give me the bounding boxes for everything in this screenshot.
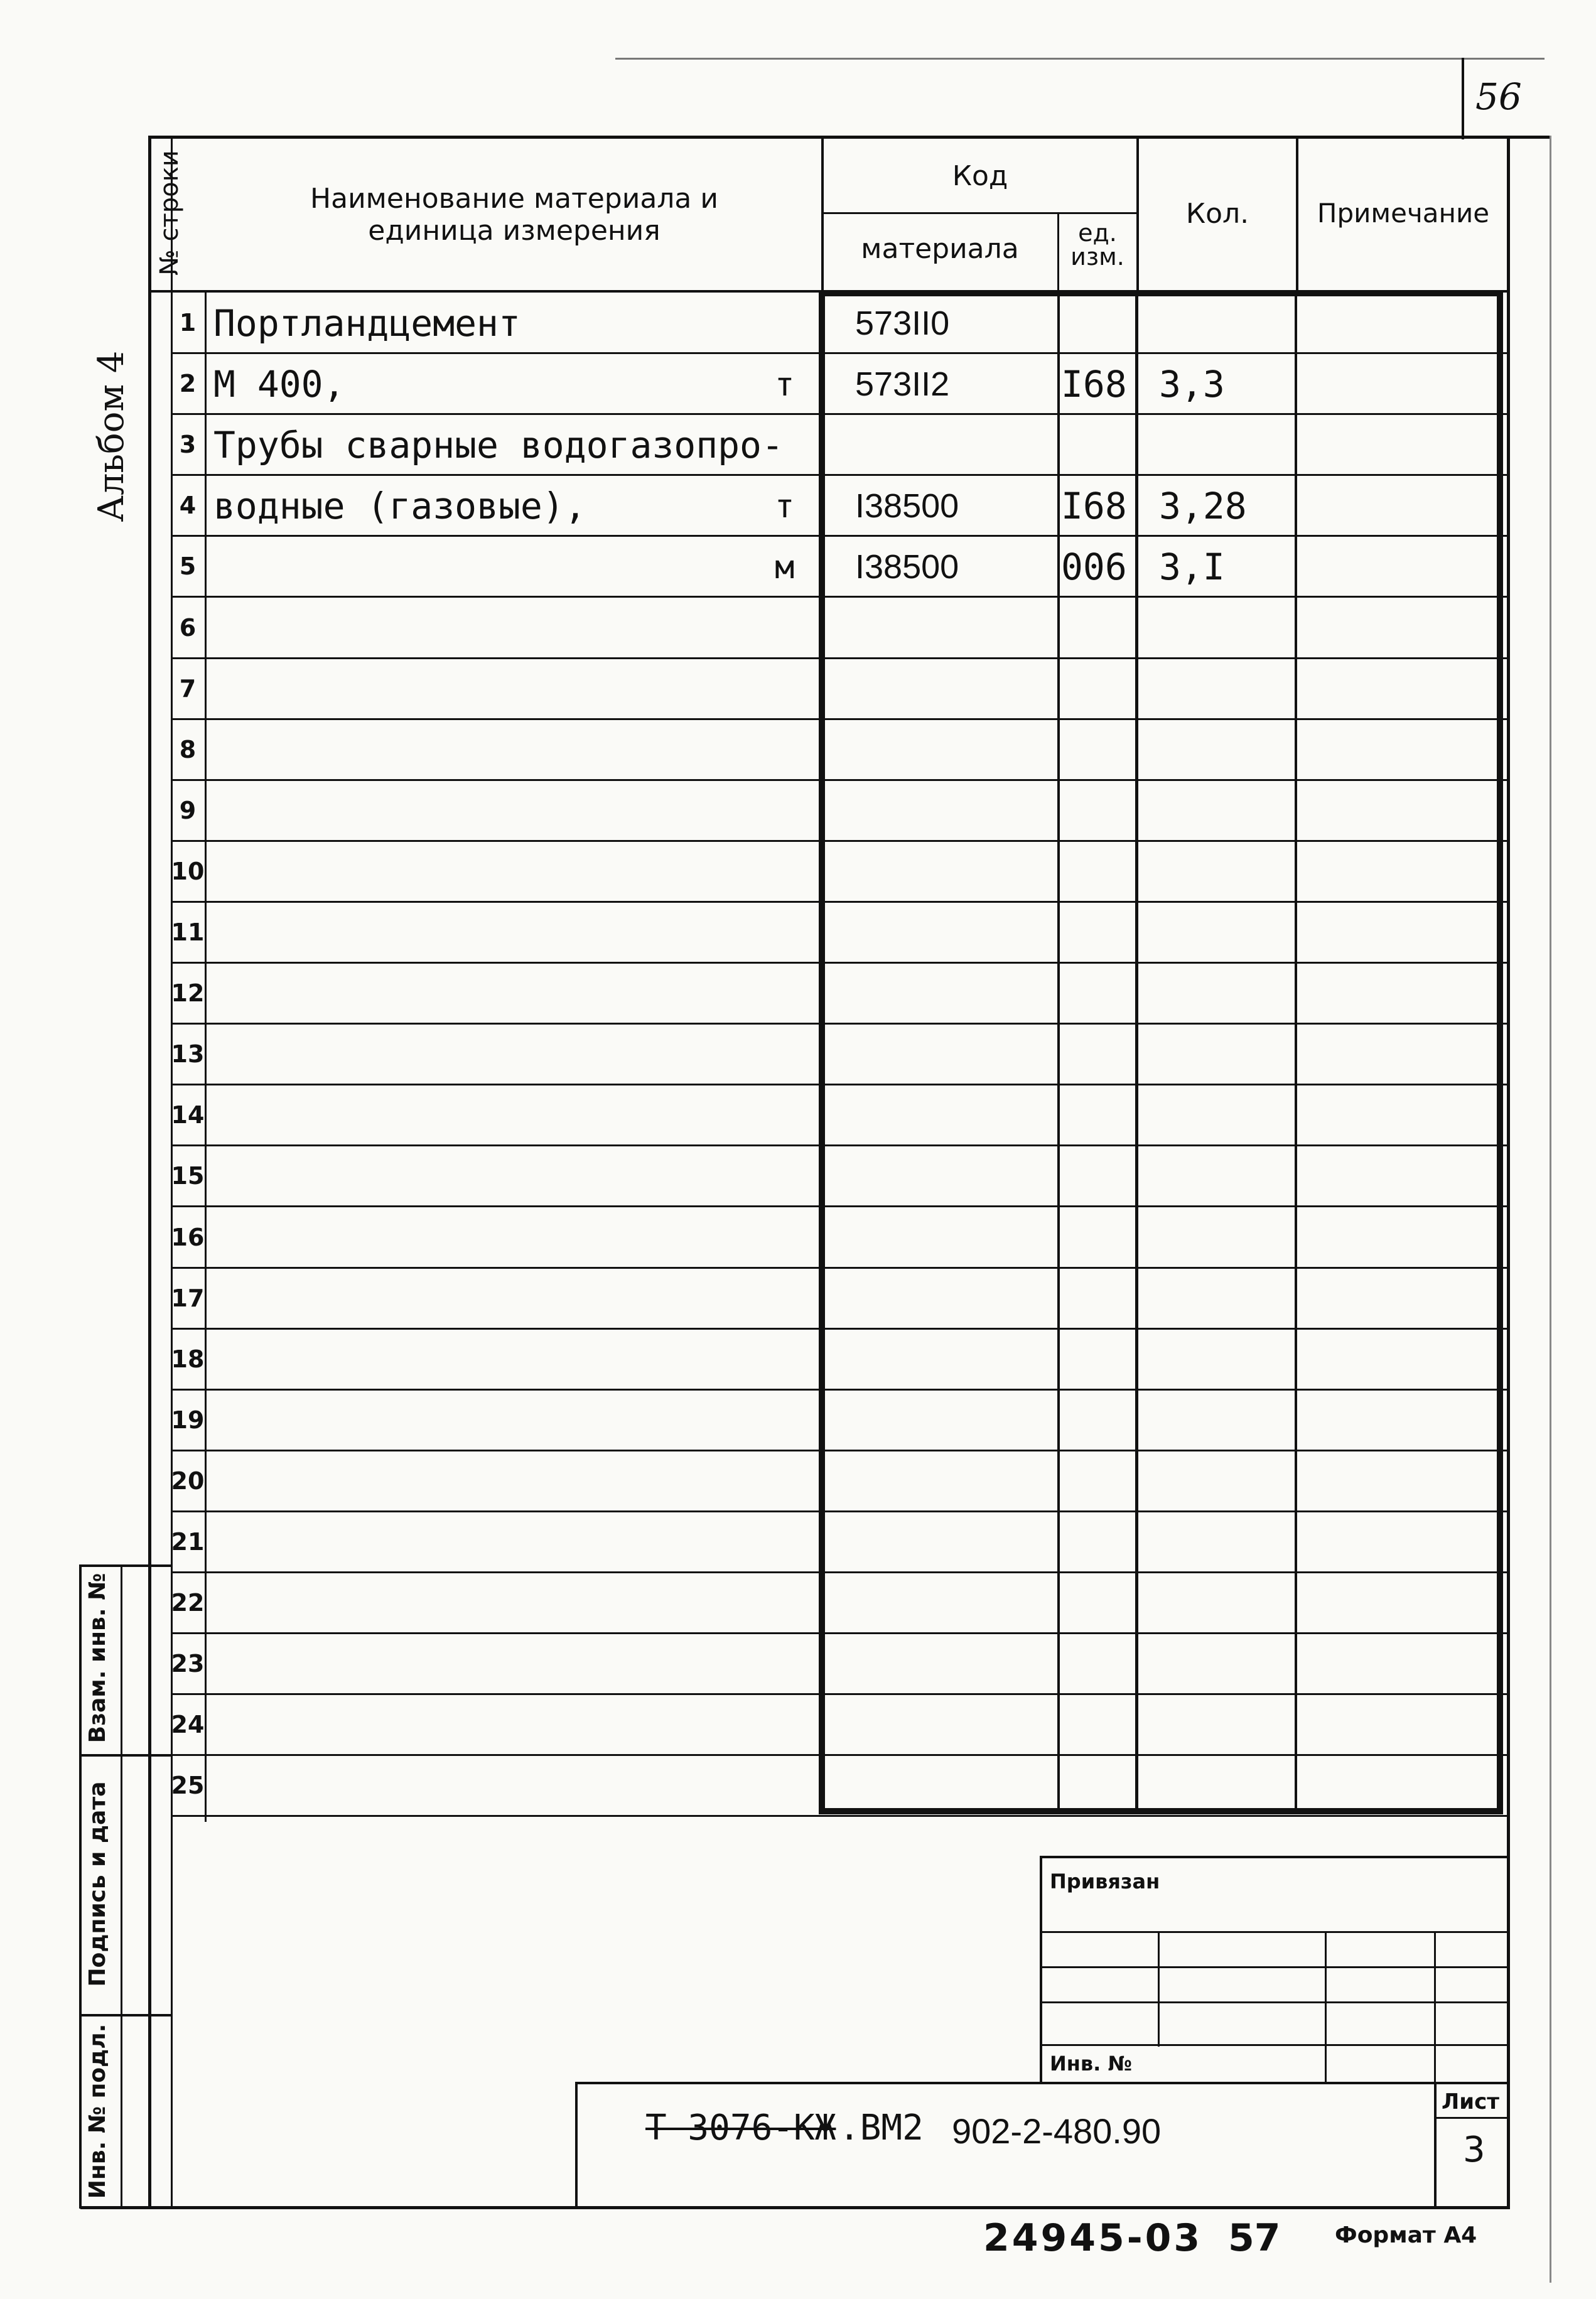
table-row — [171, 659, 1507, 719]
tb-inv-no: Инв. № — [1050, 2052, 1132, 2076]
row-qty: 3,28 — [1159, 485, 1247, 527]
tb-doc-code: 902-2-480.90 — [952, 2111, 1162, 2151]
tb-code-suffix: .ВМ2 — [839, 2108, 924, 2148]
table-row — [171, 963, 1507, 1024]
row-qty: 3,3 — [1159, 363, 1225, 406]
row-number: 20 — [171, 1467, 205, 1495]
frame-left — [148, 136, 151, 2209]
row-number: 12 — [171, 979, 205, 1007]
tb-main-left — [575, 2082, 578, 2209]
tb-line-3 — [1041, 1966, 1509, 1968]
row-number: 11 — [171, 918, 205, 946]
row-name: М 400, — [213, 363, 345, 406]
row-name-unit: м — [775, 549, 795, 586]
table-row — [171, 780, 1507, 841]
table-row — [171, 1268, 1507, 1329]
header-qty: Кол. — [1185, 198, 1249, 230]
table-row — [171, 1512, 1507, 1573]
header-row-no: № строки — [155, 150, 184, 276]
stamp-podpis: Подпись и дата — [85, 1781, 111, 1987]
row-unit-code: 006 — [1061, 546, 1127, 588]
table-row — [171, 1329, 1507, 1390]
header-unit: ед. изм. — [1070, 219, 1124, 271]
header-code: Код — [952, 160, 1008, 192]
table-row — [171, 293, 1507, 353]
row-number: 18 — [171, 1345, 205, 1373]
stamp-vzam: Взам. инв. № — [85, 1573, 111, 1743]
stamp-inv-podl: Инв. № подл. — [85, 2023, 111, 2199]
tb-main-top — [576, 2082, 1509, 2084]
tb-col-1 — [1158, 1931, 1160, 2047]
row-name-unit: т — [775, 366, 795, 404]
row-number: 3 — [179, 431, 197, 458]
header-name: Наименование материала и единица измерения — [310, 183, 718, 247]
row-material-code: I38500 — [855, 487, 959, 525]
tb-old-code: Т 3076-КЖ — [645, 2108, 836, 2148]
album-label: Альбом 4 — [91, 350, 132, 522]
row-material-code: 573II0 — [855, 304, 950, 342]
row-number: 2 — [179, 370, 197, 397]
right-scan-line — [1550, 136, 1551, 2283]
row-name-unit: т — [775, 488, 795, 525]
table-row — [171, 841, 1507, 902]
row-number: 23 — [171, 1650, 205, 1677]
row-number: 17 — [171, 1284, 205, 1312]
top-scan-line — [615, 58, 1545, 60]
tb-sheet-label: Лист — [1442, 2089, 1499, 2114]
table-row — [171, 902, 1507, 963]
table-row — [171, 1390, 1507, 1451]
row-number: 14 — [171, 1101, 205, 1129]
stamp-sep-1 — [80, 1754, 171, 1757]
row-number: 19 — [171, 1406, 205, 1434]
table-row — [171, 1634, 1507, 1694]
row-unit-code: I68 — [1061, 363, 1127, 406]
footer-format: Формат А4 — [1335, 2222, 1477, 2248]
row-name: Трубы сварные водогазопро- — [213, 424, 784, 466]
row-number: 21 — [171, 1528, 205, 1556]
stamp-sep-2 — [80, 2014, 171, 2016]
tb-line-5 — [1041, 2044, 1509, 2046]
row-material-code: 573II2 — [855, 365, 950, 403]
header-material: материала — [861, 233, 1019, 265]
row-number: 15 — [171, 1162, 205, 1190]
row-number: 7 — [179, 675, 197, 703]
code-col-left — [821, 136, 824, 295]
table-row — [171, 1451, 1507, 1512]
page-number-box-left — [1462, 58, 1464, 139]
table-row — [171, 719, 1507, 780]
row-name: Портландцемент — [213, 302, 520, 345]
row-unit-code: I68 — [1061, 485, 1127, 527]
table-row — [171, 1207, 1507, 1268]
footer-handwritten-page: 57 — [1228, 2216, 1281, 2260]
table-row — [171, 414, 1507, 475]
tb-privyazan-left — [1040, 1856, 1042, 2083]
header-note: Примечание — [1317, 198, 1490, 229]
tb-line-4 — [1041, 2001, 1509, 2003]
row-number: 5 — [179, 552, 197, 580]
row-number: 13 — [171, 1040, 205, 1068]
frame-top — [148, 136, 1551, 139]
footer-handwritten-no: 24945-03 — [983, 2216, 1203, 2260]
tb-col-3 — [1434, 1931, 1436, 2082]
row-number: 24 — [171, 1711, 205, 1738]
table-row — [171, 475, 1507, 536]
stamp-inner — [121, 1564, 122, 2209]
tb-sheet-left — [1434, 2082, 1437, 2209]
row-number: 10 — [171, 858, 205, 885]
row-number: 9 — [179, 797, 197, 824]
row-material-code: I38500 — [855, 548, 959, 586]
row-number: 1 — [179, 309, 197, 337]
row-number: 16 — [171, 1224, 205, 1251]
table-row — [171, 598, 1507, 659]
table-row — [171, 1694, 1507, 1755]
frame-right — [1507, 136, 1510, 2209]
code-subheader-line — [821, 212, 1139, 214]
row-name: водные (газовые), — [213, 485, 586, 527]
tb-sheet-sep — [1435, 2117, 1509, 2119]
row-number: 8 — [179, 736, 197, 763]
tb-line-top — [1041, 1856, 1509, 1858]
table-row — [171, 1573, 1507, 1634]
row-number: 4 — [179, 492, 197, 519]
tb-privyazan: Привязан — [1050, 1870, 1160, 1893]
frame-bottom — [80, 2206, 1510, 2209]
tb-col-2 — [1325, 1931, 1327, 2082]
stamp-left — [79, 1564, 82, 2209]
table-row — [171, 1755, 1507, 1816]
page-number: 56 — [1475, 75, 1522, 118]
table-row — [171, 353, 1507, 414]
table-row — [171, 1085, 1507, 1146]
row-number: 22 — [171, 1589, 205, 1617]
table-row — [171, 1024, 1507, 1085]
table-row — [171, 536, 1507, 597]
row-number: 25 — [171, 1772, 205, 1799]
table-row — [171, 1146, 1507, 1207]
tb-sheet-no: 3 — [1463, 2129, 1485, 2170]
tb-line-2 — [1041, 1931, 1509, 1933]
row-qty: 3,I — [1159, 546, 1225, 588]
row-number: 6 — [179, 614, 197, 642]
